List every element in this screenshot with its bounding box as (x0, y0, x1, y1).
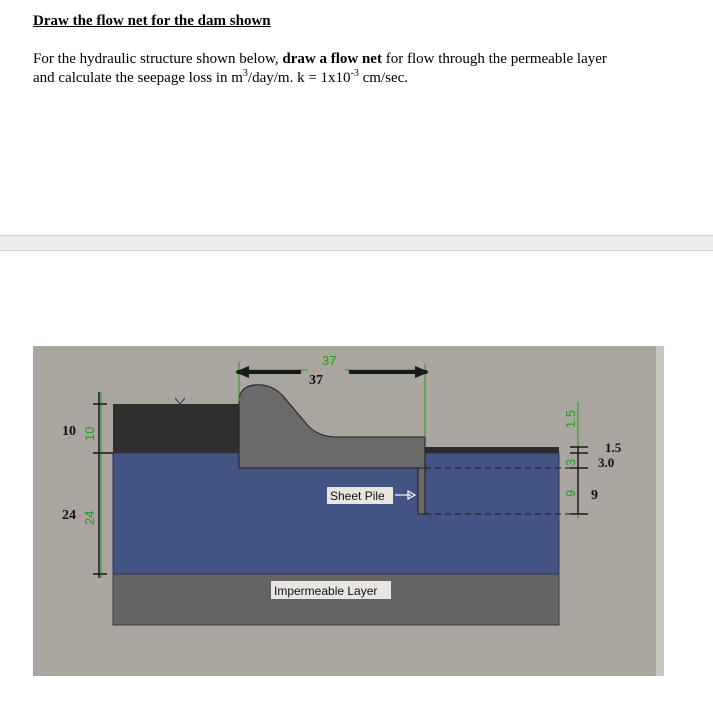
sheet-pile-label: Sheet Pile (330, 489, 385, 503)
superscript: 3 (242, 68, 248, 79)
question-title: Draw the flow net for the dam shown (33, 13, 271, 29)
figure-right-edge (656, 346, 664, 676)
problem-statement (33, 50, 693, 88)
dim-top-green: 37 (322, 353, 337, 368)
statement-text: For the hydraulic structure shown below, (33, 51, 283, 67)
statement-text: for flow through the permeable layer (381, 51, 607, 67)
impermeable-label: Impermeable Layer (274, 584, 378, 598)
upstream-water (113, 404, 239, 453)
dam-figure (33, 346, 664, 676)
statement-bold: draw a flow net (282, 51, 382, 67)
statement-text: /day/m. k = 1x10 (247, 70, 351, 86)
sheet-pile (418, 468, 425, 514)
dim-left-top-black: 10 (62, 424, 76, 439)
superscript: -3 (350, 68, 359, 79)
dim-right-top-black: 1.5 (605, 440, 622, 455)
dim-right-mid-black: 3.0 (598, 455, 615, 470)
dim-right-bottom-green: 9 (563, 489, 578, 497)
dim-right-bottom-black: 9 (591, 488, 598, 503)
statement-text: and calculate the seepage loss in m (33, 70, 243, 86)
downstream-surface (425, 447, 559, 453)
permeable-layer (113, 453, 559, 574)
statement-text: cm/sec. (358, 70, 409, 86)
dim-right-mid-green: 3 (563, 458, 578, 466)
dim-left-top-green: 10 (82, 426, 97, 441)
section-divider (0, 235, 713, 251)
dim-right-top-green: 1.5 (563, 409, 578, 428)
dim-left-bottom-black: 24 (62, 508, 76, 523)
dim-left-bottom-green: 24 (82, 510, 97, 525)
dim-top-black: 37 (309, 373, 323, 388)
